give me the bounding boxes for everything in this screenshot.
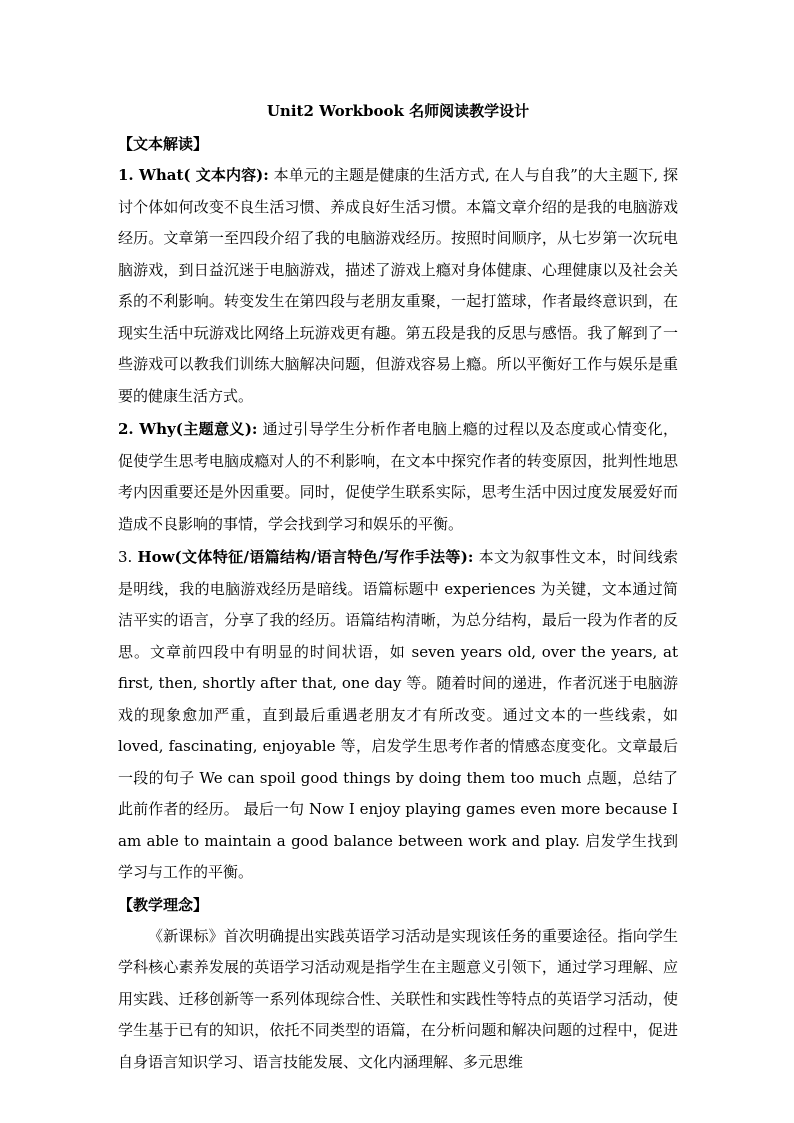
paragraph-philosophy: 《新课标》首次明确提出实践英语学习活动是实现该任务的重要途径。指向学生学科核心素养发展的英语学习活动观是指学生在主题意义引领下，通过学习理解、应用实践、迁移创新等一系列体现综合性、关联性和实践性等特点的英语学习活动，使学生基于已有的知识，依托不同类型的语篇，在分析问题和解决问题的过程中，促进自身语言知识学习、语言技能发展、文化内涵理解、多元思维: [118, 926, 678, 1071]
paragraph-what: [118, 160, 678, 412]
paragraph-lead: 2. Why(主题意义):: [118, 420, 258, 438]
document-page: [118, 98, 678, 1080]
paragraph-text: 通过引导学生分析作者电脑上瘾的过程以及态度或心情变化，促使学生思考电脑成瘾对人的不利影响，在文本中探究作者的转变原因，批判性地思考内因重要还是外因重要。同时，促使学生联系实际，思考生活中因过度发展爱好而造成不良影响的事情，学会找到学习和娱乐的平衡。: [118, 420, 678, 533]
section-heading: 【教学理念】: [118, 895, 209, 914]
paragraph-text: 本文为叙事性文本，时间线索是明线，我的电脑游戏经历是暗线。语篇标题中 experiences 为关键，文本通过简洁平实的语言，分享了我的经历。语篇结构清晰，为总分结构，最后一段为作者的反思。文章前四段中有明显的时间状语，如 seven years old, over the years, at first, then, shortly after that, one day 等。随着时间的递进，作者沉迷于电脑游戏的现象愈加严重，直到最后重遇老朋友才有所改变。通过文本的一些线索，如 loved, fascinating, enjoyable 等，启发学生思考作者的情感态度变化。文章最后一段的句子 We can spoil good things by doing them too much 点题，总结了此前作者的经历。 最后一句 Now I enjoy playing games even more because I am able to maintain a good balance between work and play. 启发学生找到学习与工作的平衡。: [118, 548, 678, 881]
paragraph-lead: How(文体特征/语篇结构/语言特色/写作手法等):: [137, 548, 474, 566]
section-teaching-philosophy: [118, 891, 678, 1079]
section-text-interpretation: [118, 130, 678, 889]
paragraph-text: 本单元的主题是健康的生活方式, 在人与自我”的大主题下, 探讨个体如何改变不良生活习惯、养成良好生活习惯。本篇文章介绍的是我的电脑游戏经历。文章第一至四段介绍了我的电脑游戏经历。按照时间顺序，从七岁第一次玩电脑游戏，到日益沉迷于电脑游戏，描述了游戏上瘾对身体健康、心理健康以及社会关系的不利影响。转变发生在第四段与老朋友重聚，一起打篮球，作者最终意识到，在现实生活中玩游戏比网络上玩游戏更有趣。第五段是我的反思与感悟。我了解到了一些游戏可以教我们训练大脑解决问题，但游戏容易上瘾。所以平衡好工作与娱乐是重要的健康生活方式。: [118, 166, 678, 405]
paragraph-how: [118, 542, 678, 889]
section-heading: 【文本解读】: [118, 135, 209, 153]
paragraph-lead: 1. What( 文本内容):: [118, 166, 269, 184]
document-title: Unit2 Workbook 名师阅读教学设计: [266, 102, 530, 120]
paragraph-prefix: 3.: [118, 548, 138, 566]
paragraph-why: [118, 414, 678, 540]
